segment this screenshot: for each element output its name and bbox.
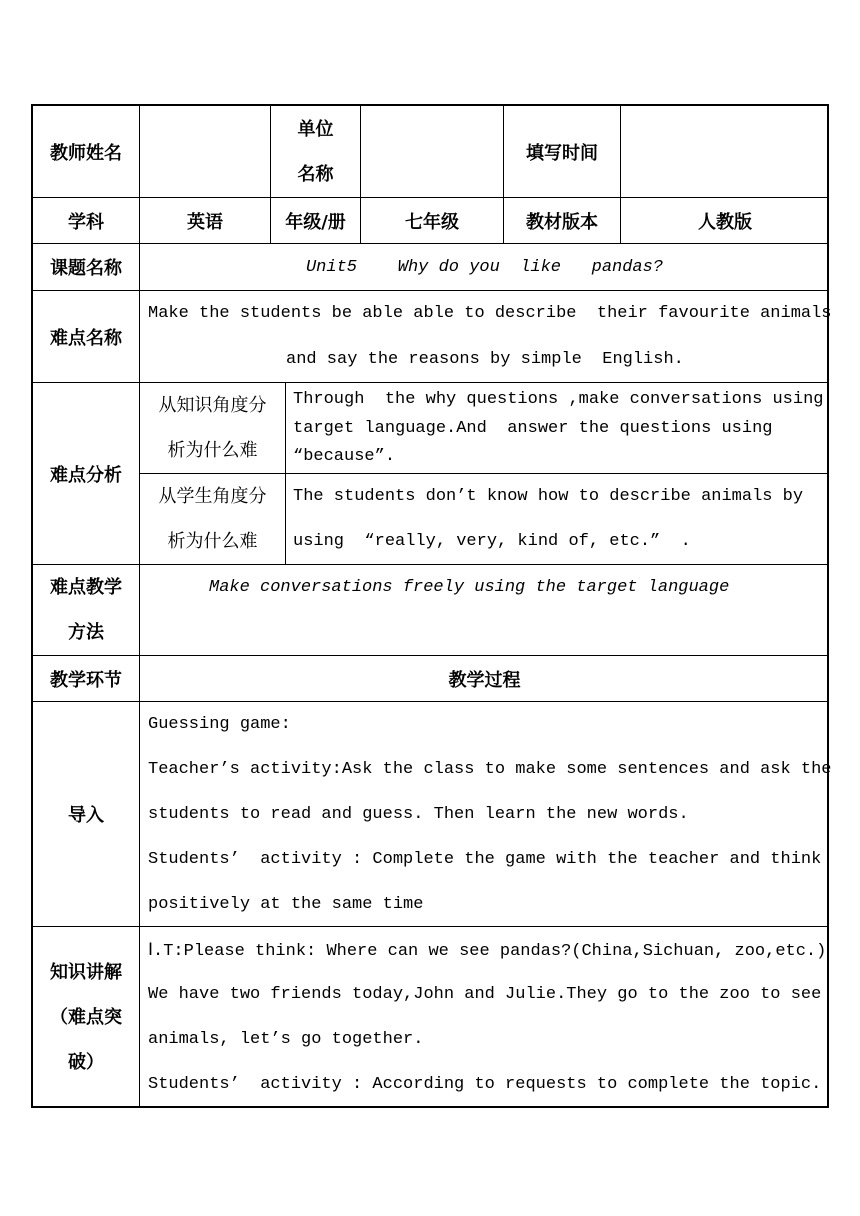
difficulty-name-label: 难点名称 [50, 327, 122, 349]
grade-value: 七年级 [405, 211, 459, 233]
knowledge-line-4: Students’ activity : According to requests to complete the topic. [148, 1075, 822, 1094]
difficulty-analysis-label: 难点分析 [50, 464, 122, 486]
intro-line-2: Teacher’s activity:Ask the class to make some sentences and ask the [148, 760, 832, 779]
intro-line-5: positively at the same time [148, 895, 424, 914]
teaching-method-value: Make conversations freely using the target language [209, 578, 730, 597]
knowledge-explanation-label-line2: （难点突 [50, 1007, 122, 1028]
intro-line-1: Guessing game: [148, 715, 291, 734]
knowledge-angle-label-line2: 析为什么难 [167, 440, 258, 461]
row-divider [33, 290, 829, 291]
knowledge-explanation-label [33, 927, 139, 1108]
teaching-stage-label: 教学环节 [50, 669, 122, 691]
unit-name-label [271, 106, 360, 197]
row-divider [33, 926, 829, 927]
row-divider [33, 701, 829, 702]
grade-label: 年级/册 [285, 211, 346, 233]
lesson-title-label: 课题名称 [50, 258, 122, 279]
difficulty-line-1: Make the students be able able to describe their favourite animals [148, 304, 832, 323]
unit-name-label-line2: 名称 [297, 163, 334, 185]
col-divider [285, 382, 286, 564]
intro-line-4: Students’ activity : Complete the game with the teacher and think [148, 850, 822, 869]
unit-name-label-line1: 单位 [297, 118, 334, 140]
teaching-method-label-line2: 方法 [68, 622, 104, 643]
lesson-plan-table [31, 104, 832, 1108]
row-divider [33, 564, 829, 565]
fill-date-value[interactable] [621, 106, 829, 197]
teaching-method-label-line1: 难点教学 [50, 577, 122, 598]
knowledge-explanation-label-line1: 知识讲解 [50, 962, 122, 983]
knowledge-angle-line-3: “because”. [293, 447, 396, 466]
knowledge-explanation-label-line3: 破） [68, 1052, 104, 1073]
edition-label: 教材版本 [526, 211, 598, 233]
lesson-title-value: Unit5 Why do you like pandas? [305, 257, 664, 277]
student-angle-label-line2: 析为什么难 [167, 531, 258, 552]
student-angle-label [140, 474, 285, 564]
unit-name-value[interactable] [361, 106, 503, 197]
knowledge-angle-label-line1: 从知识角度分 [158, 395, 267, 416]
knowledge-line-1: Ⅰ.T:Please think: Where can we see pandas?(China,Sichuan, zoo,etc.) [148, 942, 827, 961]
intro-label: 导入 [68, 805, 104, 826]
knowledge-angle-line-2: target language.And answer the questions using [293, 419, 773, 438]
teaching-process-label: 教学过程 [448, 669, 521, 691]
knowledge-line-3: animals, let’s go together. [148, 1030, 424, 1049]
subject-value: 英语 [187, 211, 223, 233]
edition-value: 人教版 [698, 211, 752, 233]
student-angle-line-2: using “really, very, kind of, etc.” . [293, 532, 691, 551]
student-angle-label-line1: 从学生角度分 [158, 486, 267, 507]
fill-date-label: 填写时间 [526, 142, 598, 164]
student-angle-line-1: The students don’t know how to describe animals by [293, 487, 804, 506]
knowledge-line-2: We have two friends today,John and Julie.They go to the zoo to see [148, 985, 822, 1004]
knowledge-angle-line-1: Through the why questions ,make conversations using [293, 390, 824, 409]
subject-label: 学科 [68, 211, 104, 233]
teacher-name-value[interactable] [140, 106, 270, 197]
difficulty-line-2: and say the reasons by simple English. [286, 350, 684, 369]
knowledge-angle-label [140, 383, 285, 473]
intro-line-3: students to read and guess. Then learn the new words. [148, 805, 689, 824]
teacher-name-label: 教师姓名 [50, 142, 122, 164]
teaching-method-label [33, 565, 139, 655]
